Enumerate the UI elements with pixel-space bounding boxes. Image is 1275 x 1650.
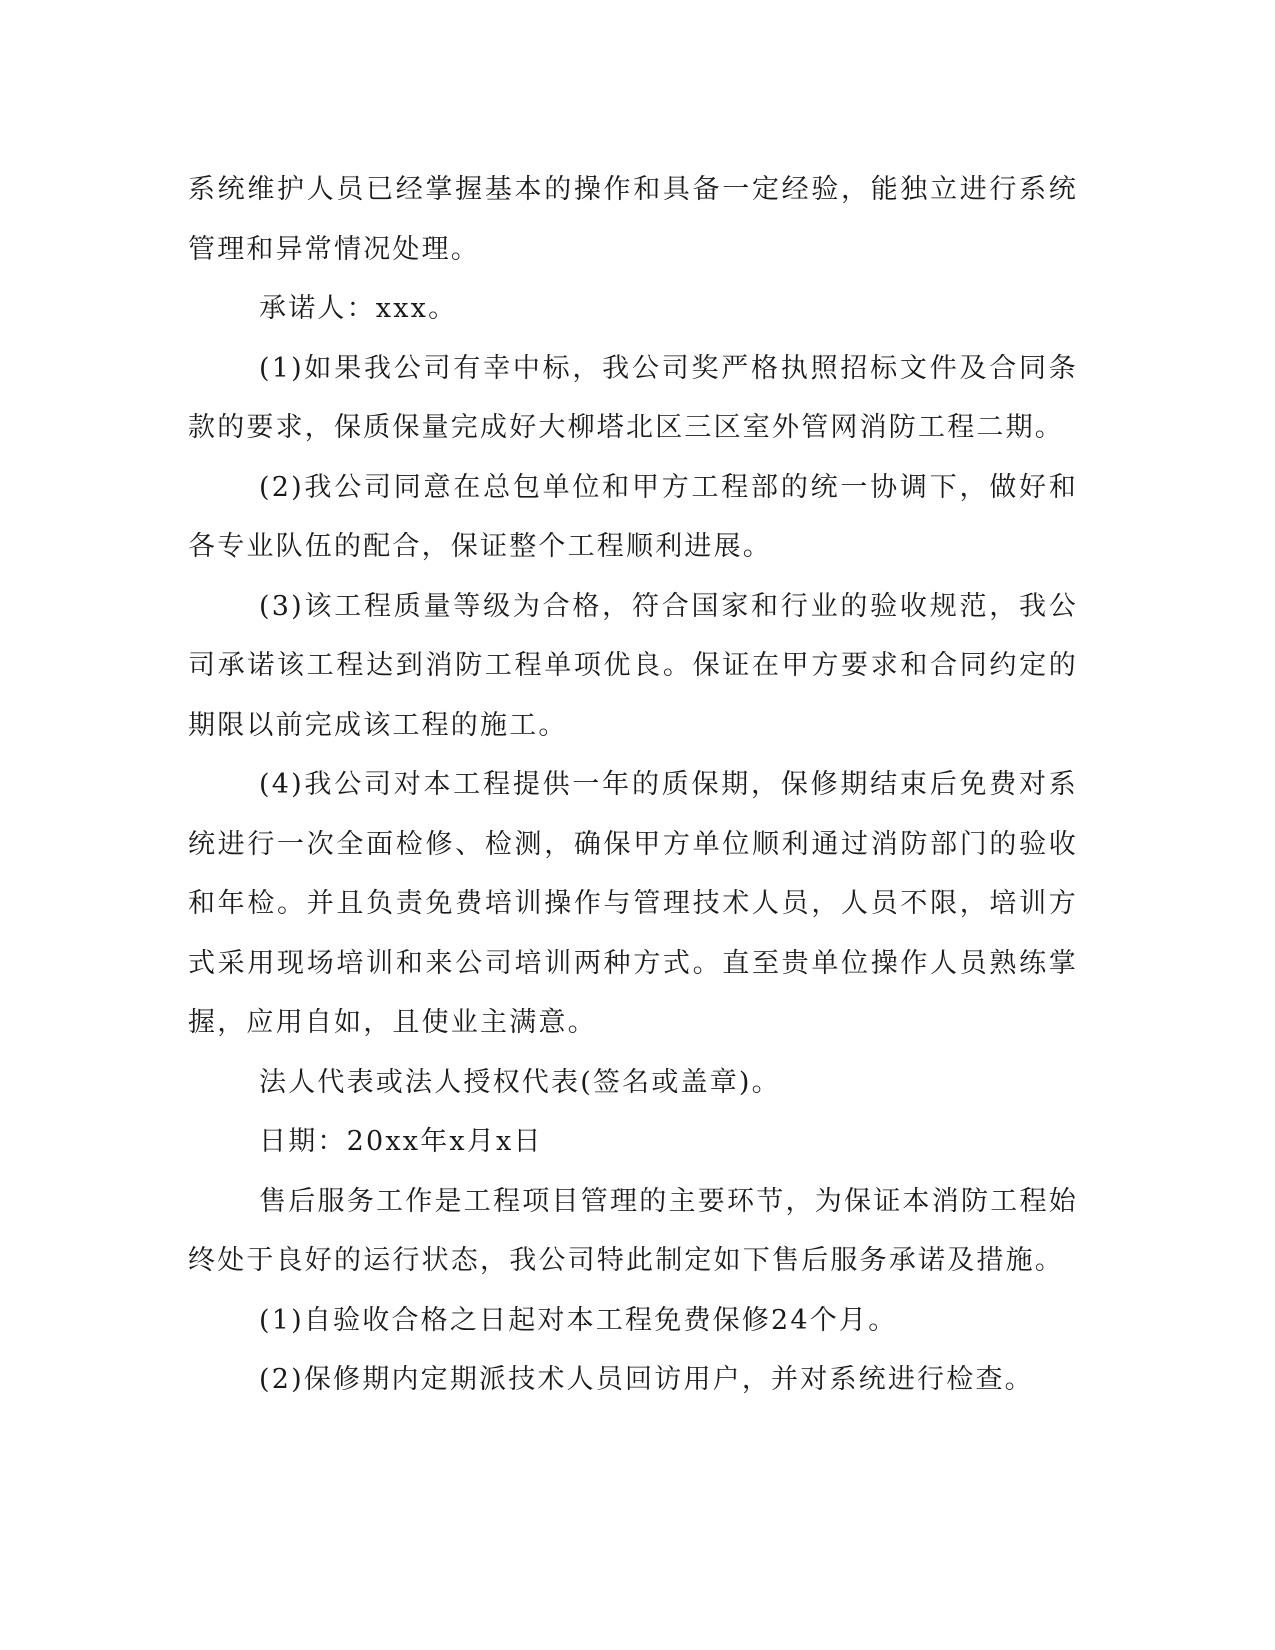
paragraph-item-1-bid: (1)如果我公司有幸中标，我公司奖严格执照招标文件及合同条款的要求，保质保量完成好大柳塔北区三区室外管网消防工程二期。 <box>188 352 1078 443</box>
paragraph-item-2-coordination: (2)我公司同意在总包单位和甲方工程部的统一协调下，做好和各专业队伍的配合，保证整个工程顺利进展。 <box>188 471 1078 562</box>
paragraph-after-sales-item-1: (1)自验收合格之日起对本工程免费保修24个月。 <box>259 1304 898 1336</box>
paragraph-after-sales-item-2: (2)保修期内定期派技术人员回访用户，并对系统进行检查。 <box>259 1364 1034 1395</box>
paragraph-promisor: 承诺人：xxx。 <box>259 293 458 324</box>
paragraph-maintenance-staff: 系统维护人员已经掌握基本的操作和具备一定经验，能独立进行系统管理和异常情况处理。 <box>188 174 1078 265</box>
paragraph-item-4-warranty: (4)我公司对本工程提供一年的质保期，保修期结束后免费对系统进行一次全面检修、检测，确保甲方单位顺利通过消防部门的验收和年检。并且负责免费培训操作与管理技术人员，人员不限，培训方式采用现场培训和来公司培训两种方式。直至贵单位操作人员熟练掌握，应用自如，且使业主满意。 <box>188 769 1078 1038</box>
document-body <box>188 160 1078 1410</box>
paragraph-date: 日期：20xx年x月x日 <box>259 1126 543 1157</box>
paragraph-after-sales-intro: 售后服务工作是工程项目管理的主要环节，为保证本消防工程始终处于良好的运行状态，我公司特此制定如下售后服务承诺及措施。 <box>188 1185 1078 1276</box>
paragraph-item-3-quality: (3)该工程质量等级为合格，符合国家和行业的验收规范，我公司承诺该工程达到消防工程单项优良。保证在甲方要求和合同约定的期限以前完成该工程的施工。 <box>188 590 1078 741</box>
paragraph-legal-representative: 法人代表或法人授权代表(签名或盖章)。 <box>259 1066 781 1098</box>
